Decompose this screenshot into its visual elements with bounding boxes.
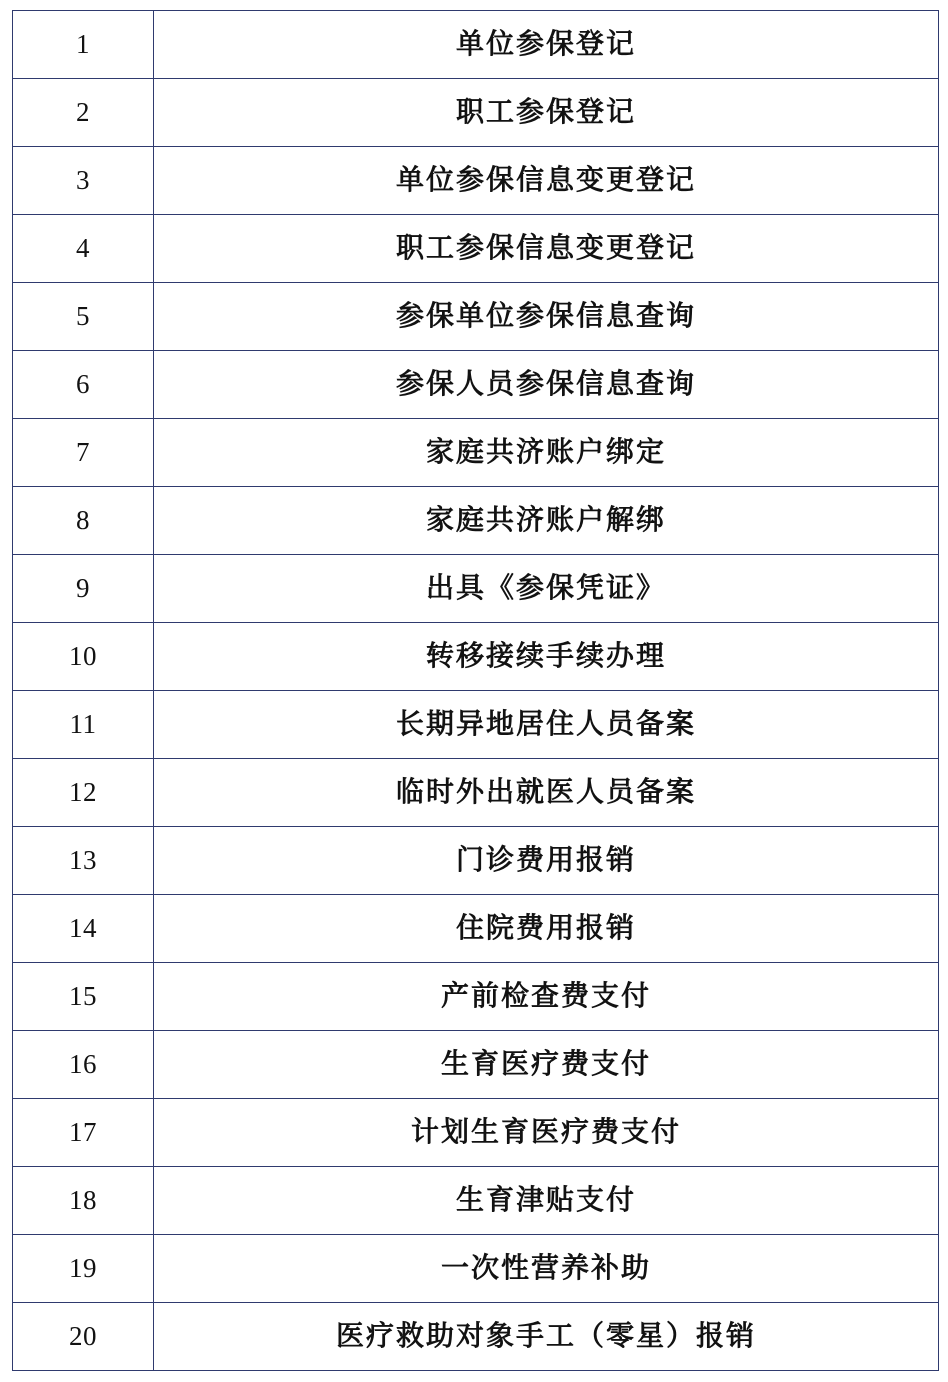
row-index-text: 8 <box>76 504 90 535</box>
row-name-text: 生育医疗费支付 <box>440 1047 651 1081</box>
row-name-text: 长期异地居住人员备案 <box>395 707 696 741</box>
row-name-text: 转移接续手续办理 <box>425 639 666 673</box>
row-index-cell <box>13 963 154 1031</box>
row-index-text: 17 <box>69 1116 97 1147</box>
row-name-cell <box>154 623 939 691</box>
row-name-cell <box>154 147 939 215</box>
table-row <box>13 759 939 827</box>
row-name-cell <box>154 79 939 147</box>
row-name-text: 家庭共济账户绑定 <box>425 435 666 469</box>
row-index-cell <box>13 759 154 827</box>
row-index-text: 5 <box>76 300 90 331</box>
row-index-cell <box>13 283 154 351</box>
row-index-cell <box>13 895 154 963</box>
row-index-text: 18 <box>69 1184 97 1215</box>
table-row <box>13 1167 939 1235</box>
table-row <box>13 963 939 1031</box>
row-name-text: 出具《参保凭证》 <box>425 571 666 605</box>
row-name-cell <box>154 1303 939 1371</box>
table-row <box>13 827 939 895</box>
row-name-cell <box>154 351 939 419</box>
row-index-text: 14 <box>69 912 97 943</box>
row-index-text: 2 <box>76 96 90 127</box>
row-index-cell <box>13 419 154 487</box>
row-index-text: 3 <box>76 164 90 195</box>
row-index-text: 7 <box>76 436 90 467</box>
row-name-text: 参保单位参保信息查询 <box>395 299 696 333</box>
table-row <box>13 147 939 215</box>
table-row <box>13 215 939 283</box>
row-index-cell <box>13 1099 154 1167</box>
row-name-cell <box>154 759 939 827</box>
row-name-cell <box>154 283 939 351</box>
row-index-cell <box>13 555 154 623</box>
row-name-cell <box>154 691 939 759</box>
table-row <box>13 1099 939 1167</box>
row-name-text: 生育津贴支付 <box>455 1183 636 1217</box>
table-row <box>13 419 939 487</box>
table-row <box>13 895 939 963</box>
row-name-text: 职工参保登记 <box>455 95 636 129</box>
row-index-cell <box>13 827 154 895</box>
row-name-cell <box>154 895 939 963</box>
row-index-cell <box>13 1031 154 1099</box>
row-index-text: 4 <box>76 232 90 263</box>
row-index-cell <box>13 351 154 419</box>
table-row <box>13 623 939 691</box>
row-name-cell <box>154 215 939 283</box>
table-row <box>13 1235 939 1303</box>
row-index-cell <box>13 1303 154 1371</box>
table-row <box>13 487 939 555</box>
row-index-text: 19 <box>69 1252 97 1283</box>
table-row <box>13 555 939 623</box>
table-body <box>13 11 939 1371</box>
row-index-text: 10 <box>69 640 97 671</box>
row-name-text: 产前检查费支付 <box>440 979 651 1013</box>
row-index-text: 9 <box>76 572 90 603</box>
row-name-text: 一次性营养补助 <box>440 1251 651 1285</box>
table-row <box>13 11 939 79</box>
row-index-cell <box>13 623 154 691</box>
table-row <box>13 283 939 351</box>
row-name-cell <box>154 419 939 487</box>
row-index-text: 6 <box>76 368 90 399</box>
row-name-text: 单位参保信息变更登记 <box>395 163 696 197</box>
table-row <box>13 351 939 419</box>
row-index-text: 20 <box>69 1320 97 1351</box>
row-name-text: 单位参保登记 <box>455 27 636 61</box>
row-name-cell <box>154 827 939 895</box>
row-index-text: 13 <box>69 844 97 875</box>
row-name-text: 住院费用报销 <box>455 911 636 945</box>
table-row <box>13 1031 939 1099</box>
row-name-text: 参保人员参保信息查询 <box>395 367 696 401</box>
table-row <box>13 1303 939 1371</box>
row-index-cell <box>13 147 154 215</box>
row-name-text: 家庭共济账户解绑 <box>425 503 666 537</box>
row-index-cell <box>13 691 154 759</box>
row-name-cell <box>154 963 939 1031</box>
row-index-text: 1 <box>76 28 90 59</box>
row-name-cell <box>154 11 939 79</box>
row-index-cell <box>13 1167 154 1235</box>
row-name-text: 临时外出就医人员备案 <box>395 775 696 809</box>
service-items-table <box>12 10 939 1371</box>
row-index-text: 12 <box>69 776 97 807</box>
row-name-text: 医疗救助对象手工（零星）报销 <box>335 1319 756 1353</box>
row-name-text: 计划生育医疗费支付 <box>410 1115 681 1149</box>
row-name-cell <box>154 555 939 623</box>
row-index-cell <box>13 79 154 147</box>
table-row <box>13 691 939 759</box>
row-name-cell <box>154 1167 939 1235</box>
table-row <box>13 79 939 147</box>
row-name-cell <box>154 1031 939 1099</box>
row-name-cell <box>154 487 939 555</box>
row-index-text: 11 <box>69 708 97 739</box>
row-name-text: 门诊费用报销 <box>455 843 636 877</box>
row-index-cell <box>13 1235 154 1303</box>
row-index-cell <box>13 11 154 79</box>
row-index-cell <box>13 487 154 555</box>
row-index-cell <box>13 215 154 283</box>
row-name-cell <box>154 1235 939 1303</box>
row-name-text: 职工参保信息变更登记 <box>395 231 696 265</box>
row-index-text: 16 <box>69 1048 97 1079</box>
row-name-cell <box>154 1099 939 1167</box>
row-index-text: 15 <box>69 980 97 1011</box>
